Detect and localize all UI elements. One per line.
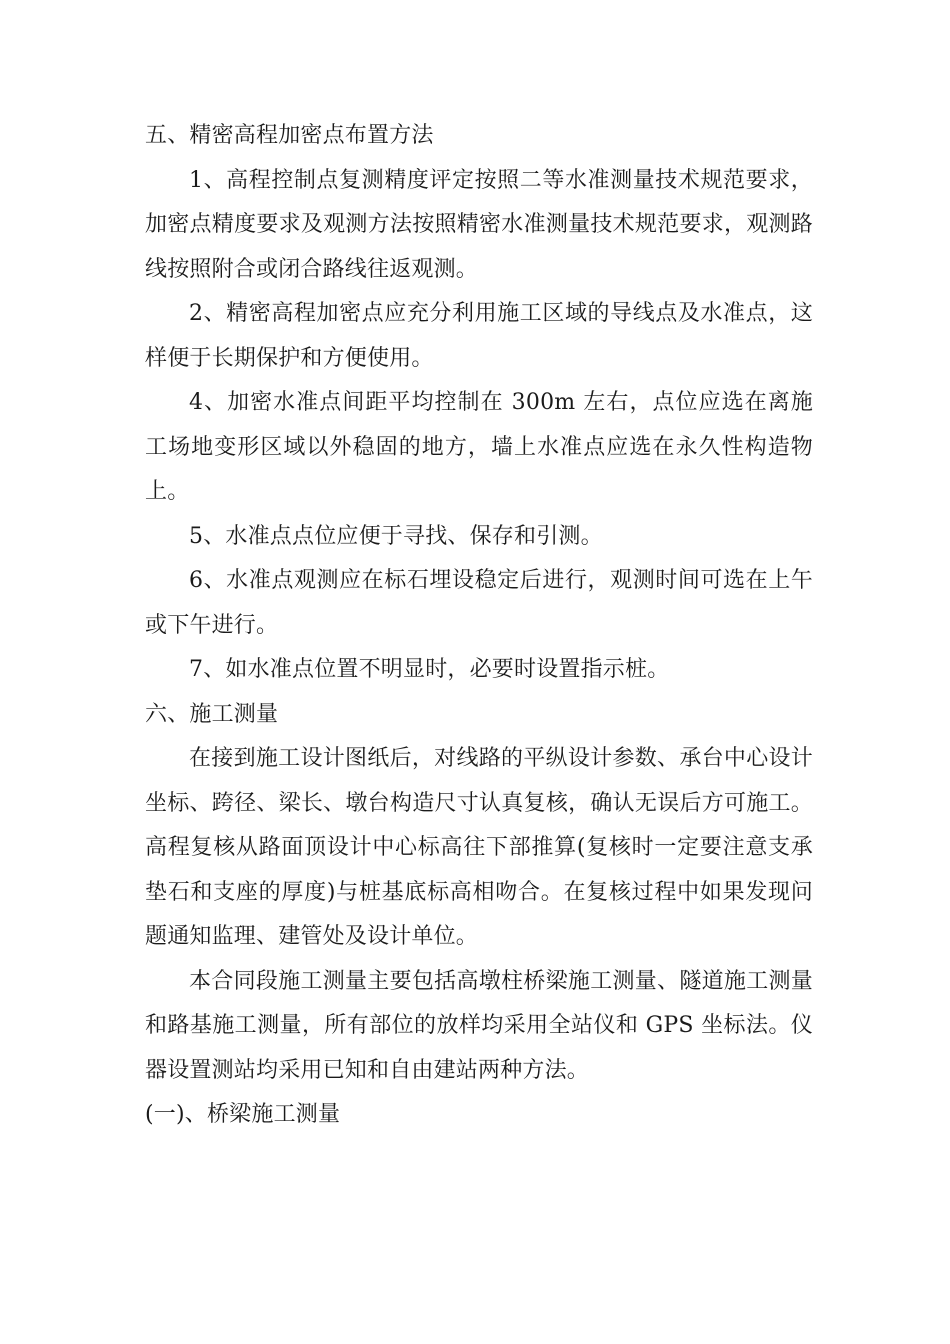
paragraph-item-7: 7、如水准点位置不明显时，必要时设置指示桩。 bbox=[189, 657, 670, 682]
paragraph-item-5: 5、水准点点位应便于寻找、保存和引测。 bbox=[189, 523, 603, 549]
paragraph-construction-review: 在接到施工设计图纸后，对线路的平纵设计参数、承台中心设计坐标、跨径、梁长、墩台构造尺寸认真复核，确认无误后方可施工。高程复核从路面顶设计中心标高往下部推算(复核时一定要注意支承垫石和支座的厚度)与桩基底标高相吻合。在复核过程中如果发现问题通知监理、建管处及设计单位。 bbox=[145, 746, 813, 949]
paragraph-item-2: 2、精密高程加密点应充分利用施工区域的导线点及水准点，这样便于长期保护和方便使用。 bbox=[145, 301, 813, 371]
subsection-heading-bridge: (一)、桥梁施工测量 bbox=[145, 1102, 341, 1127]
section-heading-6: 六、施工测量 bbox=[145, 701, 279, 727]
section-heading-5: 五、精密高程加密点布置方法 bbox=[145, 123, 434, 148]
paragraph-item-4: 4、加密水准点间距平均控制在 300m 左右，点位应选在离施工场地变形区域以外稳固的地方，墙上水准点应选在永久性构造物上。 bbox=[145, 390, 813, 504]
paragraph-item-1: 1、高程控制点复测精度评定按照二等水准测量技术规范要求，加密点精度要求及观测方法按照精密水准测量技术规范要求，观测路线按照附合或闭合路线往返观测。 bbox=[145, 167, 813, 282]
document-body bbox=[145, 114, 813, 1138]
paragraph-item-6: 6、水准点观测应在标石埋设稳定后进行，观测时间可选在上午或下午进行。 bbox=[145, 568, 813, 638]
paragraph-survey-scope: 本合同段施工测量主要包括高墩柱桥梁施工测量、隧道施工测量和路基施工测量，所有部位的放样均采用全站仪和 GPS 坐标法。仪器设置测站均采用已知和自由建站两种方法。 bbox=[145, 968, 813, 1083]
